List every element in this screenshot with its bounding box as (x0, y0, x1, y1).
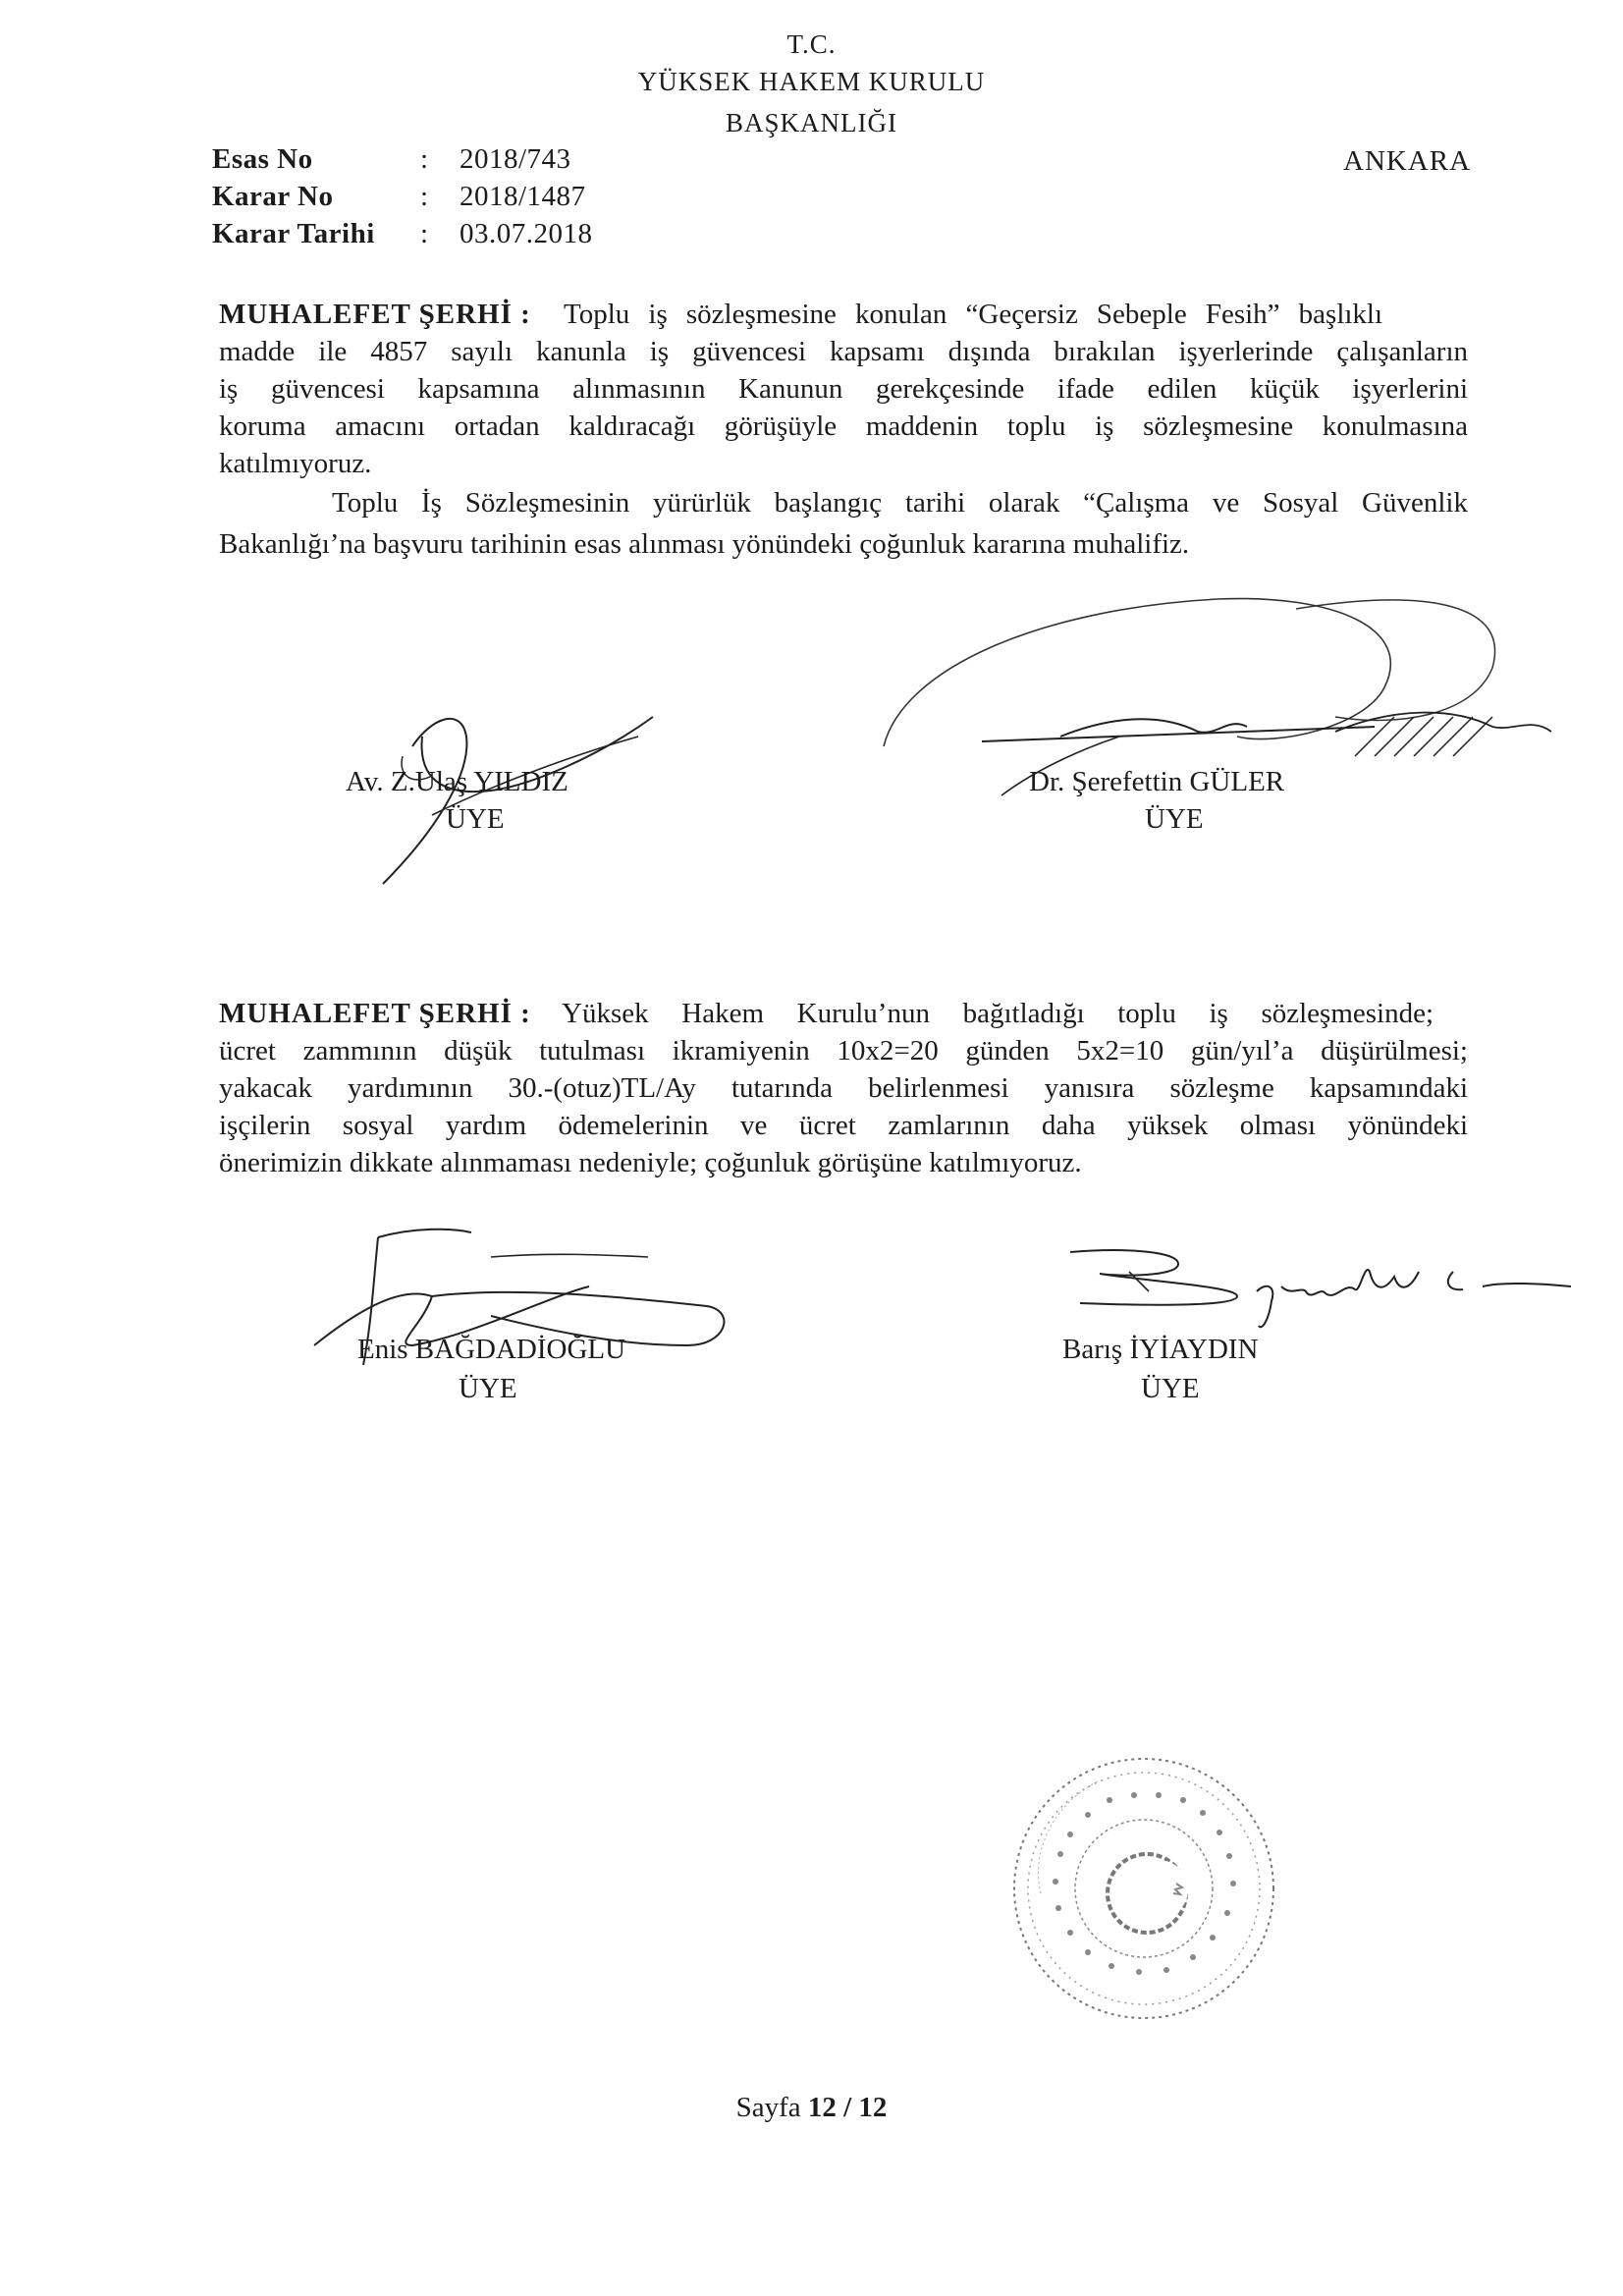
city: ANKARA (1343, 145, 1472, 177)
decision-date-value: 03.07.2018 (460, 218, 593, 249)
case-number-colon: : (420, 143, 429, 175)
dissent2-line-2: ücret zammının düşük tutulması ikramiyenin 10x2=20 günden 5x2=10 gün/yıl’a düşürülmesi; (219, 1035, 1468, 1066)
dissent1-line-1 (219, 297, 1468, 332)
decision-number-value: 2018/1487 (460, 181, 586, 212)
page-current: 12 (807, 2092, 837, 2123)
signature-iyiaydin (1041, 1232, 1591, 1340)
dissent1-line-3: iş güvencesi kapsamına alınmasının Kanunun gerekçesinde ifade edilen küçük işyerlerini (219, 373, 1468, 405)
header-institution: YÜKSEK HAKEM KURULU (637, 67, 986, 96)
dissent1-line-7: Bakanlığı’na başvuru tarihinin esas alınması yönündeki çoğunluk kararına muhalifiz. (219, 528, 1190, 560)
official-seal-stamp (1001, 1746, 1286, 2031)
dissent2-text: Yüksek Hakem Kurulu’nun bağıtladığı toplu iş sözleşmesinde; (562, 998, 1434, 1029)
decision-date-colon: : (420, 218, 429, 249)
signatory-yildiz-role: ÜYE (446, 803, 505, 835)
dissent2-line-3: yakacak yardımının 30.-(otuz)TL/Ay tutarında belirlenmesi yanısıra sözleşme kapsamındaki (219, 1072, 1468, 1104)
signatory-iyiaydin-role: ÜYE (1141, 1373, 1200, 1404)
dissent2-line-1 (219, 996, 1468, 1031)
header-presidency: BAŞKANLIĞI (726, 108, 897, 137)
page-total: 12 (858, 2092, 888, 2123)
dissent1-line-2: madde ile 4857 sayılı kanunla iş güvencesi kapsamı dışında bırakılan işyerlerinde çalışanların (219, 336, 1468, 367)
dissent2-line-5: önerimizin dikkate alınmaması nedeniyle; çoğunluk görüşüne katılmıyoruz. (219, 1147, 1082, 1178)
header-tc: T.C. (786, 29, 837, 59)
signatory-bagdadioglu-name: Enis BAĞDADİOĞLU (357, 1334, 626, 1365)
dissent1-line-4: koruma amacını ortadan kaldıracağı görüşüyle maddenin toplu iş sözleşmesine konulmasına (219, 410, 1468, 442)
page-separator: / (843, 2092, 852, 2123)
dissent1-line-5: katılmıyoruz. (219, 448, 372, 479)
dissent1-text: Toplu iş sözleşmesine konulan “Geçersiz Sebeple Fesih” başlıklı (564, 299, 1383, 330)
dissent2-label: MUHALEFET ŞERHİ : (219, 998, 531, 1029)
dissent1-line-6: Toplu İş Sözleşmesinin yürürlük başlangıç tarihi olarak “Çalışma ve Sosyal Güvenlik (332, 487, 1468, 519)
page-number (0, 2092, 1623, 2124)
decision-number-label: Karar No (212, 181, 334, 212)
dissent1-label: MUHALEFET ŞERHİ : (219, 299, 531, 330)
signatory-bagdadioglu-role: ÜYE (459, 1373, 517, 1404)
case-number-value: 2018/743 (460, 143, 571, 175)
decision-number-colon: : (420, 181, 429, 212)
signatory-iyiaydin-name: Barış İYİAYDIN (1062, 1334, 1259, 1365)
page-word: Sayfa (735, 2092, 801, 2123)
dissent2-line-4: işçilerin sosyal yardım ödemelerinin ve ücret zamlarının daha yüksek olması yönündeki (219, 1110, 1468, 1141)
signatory-guler-name: Dr. Şerefettin GÜLER (1029, 766, 1285, 797)
signatory-yildiz-name: Av. Z.Ulaş YILDIZ (346, 766, 568, 797)
case-number-label: Esas No (212, 143, 313, 175)
decision-date-label: Karar Tarihi (212, 218, 375, 249)
signatory-guler-role: ÜYE (1145, 803, 1204, 835)
